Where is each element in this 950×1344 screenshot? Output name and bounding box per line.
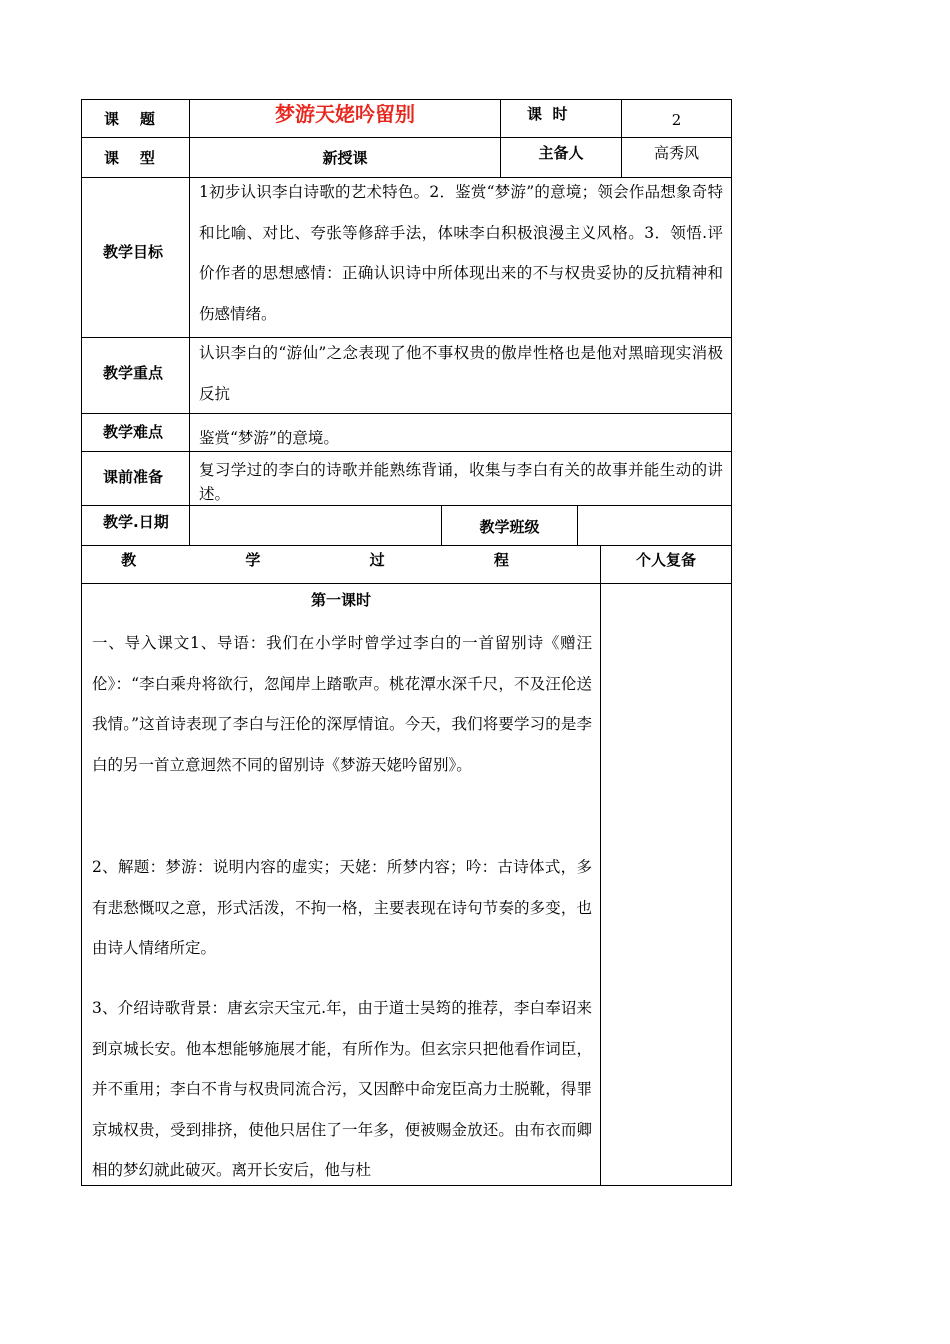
process-paragraph: 3、介绍诗歌背景：唐玄宗天宝元.年，由于道士吴筠的推荐，李白奉诏来到京城长安。他本想能够施展才能，有所作为。但玄宗只把他看作词臣，并不重用；李白不肯与权贵同流合污，又因醉中命宠臣高力士脱靴，得罪京城权贵，受到排挤，使他只居住了一年多，便被赐金放还。由布衣而卿相的梦幻就此破灭。离开长安后，他与杜 — [92, 999, 592, 1179]
table-line — [81, 451, 732, 452]
preparation-label: 课前准备 — [103, 468, 164, 486]
table-line — [81, 137, 732, 138]
preparation-text: 复习学过的李白的诗歌并能熟练背诵，收集与李白有关的故事并能生动的讲述。 — [199, 461, 723, 503]
preparer-value: 高秀风 — [653, 144, 699, 162]
topic-label: 课 题 — [104, 110, 155, 128]
type-value: 新授课 — [322, 149, 368, 167]
objectives-label: 教学目标 — [103, 243, 164, 261]
topic-title — [190, 104, 500, 126]
key-points-label: 教学重点 — [103, 364, 164, 382]
hours-value: 2 — [671, 111, 682, 129]
key-points-text: 认识李白的“游仙”之念表现了他不事权贵的傲岸性格也是他对黑暗现实消极反抗 — [199, 344, 723, 403]
hours-label: 课 时 — [527, 105, 568, 123]
process-paragraph: 一、导入课文1、导语：我们在小学时曾学过李白的一首留别诗《赠汪伦》：“李白乘舟将欲行，忽闻岸上踏歌声。桃花潭水深千尺，不及汪伦送我情。”这首诗表现了李白与汪伦的深厚情谊。今天，我们将要学习的是李白的另一首立意迥然不同的留别诗《梦游天姥吟留别》。 — [92, 634, 592, 774]
table-line — [731, 99, 732, 1186]
session-title: 第一课时 — [310, 591, 371, 609]
personal-notes-header: 个人复备 — [635, 551, 696, 569]
process-header — [82, 550, 600, 570]
table-line — [81, 1185, 732, 1186]
table-line — [81, 545, 732, 546]
table-line — [500, 99, 501, 178]
difficulty-label: 教学难点 — [103, 423, 164, 441]
objectives-text: 1初步认识李白诗歌的艺术特色。2．鉴赏“梦游”的意境；领会作品想象奇特和比喻、对比、夸张等修辞手法，体味李白积极浪漫主义风格。3．领悟.评价作者的思想感情：正确认识诗中所体现出来的不与权贵妥协的反抗精神和伤感情绪。 — [199, 183, 723, 323]
table-line — [81, 99, 732, 100]
table-line — [81, 583, 732, 584]
preparer-label: 主备人 — [538, 144, 584, 162]
process-header-label: 教 学 过 程 — [121, 551, 561, 569]
difficulty-text: 鉴赏“梦游”的意境。 — [199, 429, 339, 447]
table-line — [600, 545, 601, 1186]
class-label: 教学班级 — [479, 518, 540, 536]
table-line — [577, 505, 578, 546]
date-label: 教学.日期 — [103, 513, 169, 531]
table-line — [81, 99, 82, 1186]
type-label: 课 型 — [104, 149, 155, 167]
process-paragraph: 2、解题：梦游：说明内容的虚实；天姥：所梦内容；吟：古诗体式，多有悲愁慨叹之意，形式活泼，不拘一格，主要表现在诗句节奏的多变，也由诗人情绪所定。 — [92, 858, 592, 957]
lesson-title: 梦游天姥吟留别 — [275, 102, 415, 126]
